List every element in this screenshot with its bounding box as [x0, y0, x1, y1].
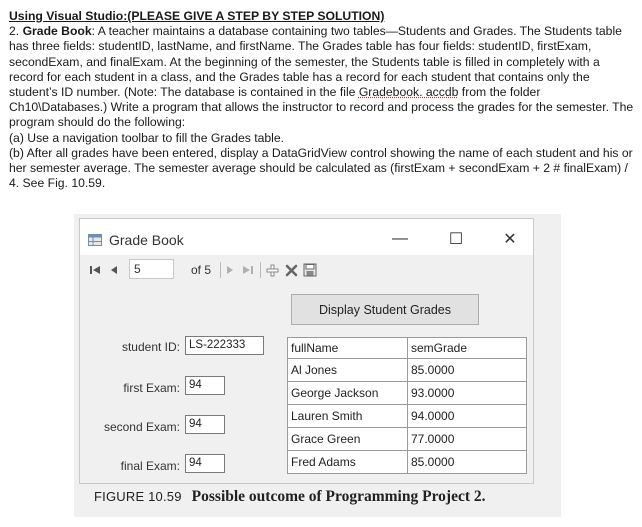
figure-title: Possible outcome of Programming Project 2. — [191, 488, 486, 505]
window-title: Grade Book — [109, 232, 184, 248]
table-row[interactable] — [288, 451, 527, 474]
question-body — [9, 24, 635, 130]
datagrid-form-icon — [88, 233, 102, 245]
cell-fullname[interactable]: Al Jones — [288, 359, 408, 382]
table-row[interactable] — [288, 382, 527, 405]
record-count-label: of 5 — [191, 263, 212, 277]
file-name: Gradebook. accdb — [358, 85, 459, 100]
first-exam-label: first Exam: — [123, 381, 180, 395]
grade-book-window — [79, 218, 534, 484]
table-row[interactable] — [288, 428, 527, 451]
part-b: (b) After all grades have been entered, display a DataGridView control showing the name of each student and his or her semester average. The semester average should be calculated as (firstExam + secondExam + 2 # finalExam) / 4. See Fig. 10.59. — [9, 145, 633, 191]
cell-fullname[interactable]: Lauren Smith — [288, 405, 408, 428]
minimize-button[interactable]: — — [392, 230, 408, 247]
move-last-icon[interactable] — [239, 261, 257, 279]
table-row[interactable] — [288, 359, 527, 382]
cell-fullname[interactable]: George Jackson — [288, 382, 408, 405]
final-exam-label: final Exam: — [120, 459, 180, 473]
second-exam-label: second Exam: — [103, 420, 180, 434]
delete-icon[interactable] — [282, 261, 300, 279]
project-title: Grade Book — [22, 24, 92, 39]
body-part-1: : A teacher maintains a database containing two tables—Students and Grades. The Students table has three fields: studentID, lastName, and firstName. The Grades table has four fields: studentID, firstExam, secondExam, and finalExam. At the beginning of the semester, the Students table is filled in completely with a record for each student in a class, and the Grades table has a record for each student that contains only the student’s ID number. (Note: The database is contained in the file — [9, 24, 622, 100]
cell-semgrade[interactable]: 85.0000 — [408, 359, 527, 382]
move-next-icon[interactable] — [223, 261, 237, 279]
table-row[interactable] — [288, 405, 527, 428]
column-header-semgrade[interactable]: semGrade — [408, 338, 527, 359]
first-exam-field[interactable]: 94 — [185, 376, 225, 395]
part-a: (a) Use a navigation toolbar to fill the Grades table. — [9, 130, 285, 145]
maximize-button[interactable]: ☐ — [448, 231, 464, 248]
cell-fullname[interactable]: Fred Adams — [288, 451, 408, 474]
move-first-icon[interactable] — [86, 261, 104, 279]
second-exam-field[interactable]: 94 — [185, 415, 225, 434]
figure-label: FIGURE 10.59 — [94, 489, 182, 504]
grades-data-grid[interactable] — [287, 337, 527, 474]
final-exam-field[interactable]: 94 — [185, 454, 225, 473]
cell-fullname[interactable]: Grace Green — [288, 428, 408, 451]
body-part-2: from the folder Ch10\Databases.) Write a program that allows the instructor to record and process the grades for the semester. The program should do the following: — [9, 85, 634, 130]
binding-navigator — [80, 255, 533, 285]
toolbar-separator — [220, 262, 221, 278]
figure-caption — [94, 488, 561, 506]
cell-semgrade[interactable]: 93.0000 — [408, 382, 527, 405]
student-id-label: student ID: — [121, 340, 180, 354]
cell-semgrade[interactable]: 85.0000 — [408, 451, 527, 474]
figure-panel — [74, 214, 561, 517]
question-number: 2. — [9, 24, 20, 39]
add-new-icon[interactable] — [263, 261, 281, 279]
cell-semgrade[interactable]: 94.0000 — [408, 405, 527, 428]
student-id-field[interactable]: LS-222333 — [185, 336, 264, 355]
cell-semgrade[interactable]: 77.0000 — [408, 428, 527, 451]
move-previous-icon[interactable] — [106, 261, 122, 279]
display-grades-button[interactable]: Display Student Grades — [291, 294, 479, 325]
toolbar-separator — [260, 262, 261, 278]
grid-header-row — [288, 338, 527, 359]
question-heading: Using Visual Studio:(PLEASE GIVE A STEP BY STEP SOLUTION) — [9, 9, 385, 23]
column-header-fullname[interactable]: fullName — [288, 338, 408, 359]
close-button[interactable]: ✕ — [503, 231, 517, 248]
position-textbox[interactable]: 5 — [129, 259, 174, 279]
question-text — [9, 9, 635, 191]
title-bar — [80, 219, 533, 255]
save-icon[interactable] — [301, 261, 319, 279]
